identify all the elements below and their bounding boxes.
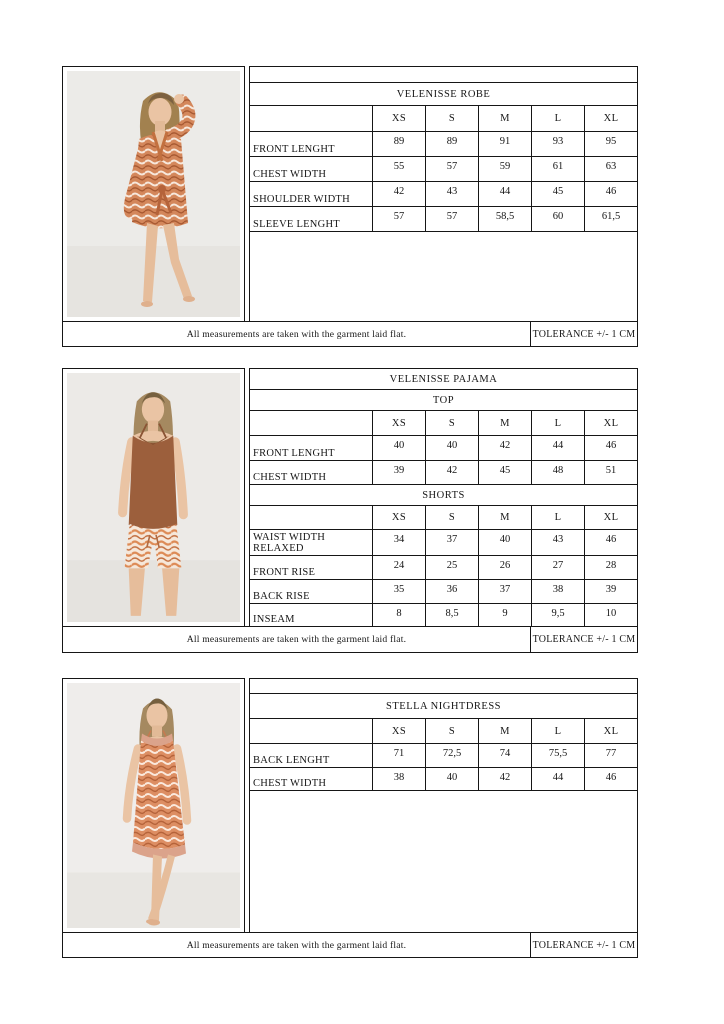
footer-note: All measurements are taken with the garment laid flat. (186, 939, 407, 951)
measurement-value: 95 (585, 132, 638, 157)
measurement-value: 26 (479, 556, 532, 580)
measurement-label: WAIST WIDTH RELAXED (250, 530, 373, 556)
table-title: STELLA NIGHTDRESS (250, 694, 638, 719)
measurement-value: 36 (426, 580, 479, 604)
footer-note: All measurements are taken with the garment laid flat. (186, 328, 407, 340)
measurement-value: 40 (426, 436, 479, 461)
measurement-value: 43 (532, 530, 585, 556)
measurement-value: 44 (479, 182, 532, 207)
size-header-empty (250, 719, 373, 744)
measurement-value: 42 (373, 182, 426, 207)
tolerance-note: TOLERANCE +/- 1 CM (530, 627, 637, 652)
table-row (250, 530, 638, 556)
size-column-header: XL (585, 719, 638, 744)
measurement-value: 28 (585, 556, 638, 580)
measurement-label: CHEST WIDTH (250, 157, 373, 182)
measurement-value: 89 (373, 132, 426, 157)
tolerance-note: TOLERANCE +/- 1 CM (530, 322, 637, 346)
size-header-row (250, 106, 638, 132)
measurement-value: 57 (426, 157, 479, 182)
measurement-label: BACK LENGHT (250, 744, 373, 768)
measurement-value: 38 (373, 768, 426, 791)
measurement-value: 58,5 (479, 207, 532, 232)
model-photo-robe (67, 71, 240, 317)
measurement-value: 46 (585, 182, 638, 207)
footer-bar (62, 626, 638, 653)
empty-fill-row (250, 232, 638, 322)
measurement-value: 59 (479, 157, 532, 182)
model-pajama-illustration (67, 373, 240, 622)
measurement-value: 61,5 (585, 207, 638, 232)
spacer-row (250, 67, 638, 83)
size-column-header: XL (585, 411, 638, 436)
measurement-value: 27 (532, 556, 585, 580)
measurement-value: 46 (585, 436, 638, 461)
measurement-label: INSEAM (250, 604, 373, 627)
size-table-stella-nightdress (249, 678, 638, 933)
table-row (250, 207, 638, 232)
measurement-value: 71 (373, 744, 426, 768)
footer-note: All measurements are taken with the garment laid flat. (186, 634, 407, 645)
measurement-label: FRONT RISE (250, 556, 373, 580)
measurement-label: CHEST WIDTH (250, 461, 373, 485)
measurement-value: 42 (479, 768, 532, 791)
table-row (250, 157, 638, 182)
measurement-value: 40 (373, 436, 426, 461)
measurement-value: 77 (585, 744, 638, 768)
measurement-value: 35 (373, 580, 426, 604)
measurement-value: 43 (426, 182, 479, 207)
table-row (250, 744, 638, 768)
photo-velenisse-pajama (62, 368, 245, 627)
measurement-label: FRONT LENGHT (250, 436, 373, 461)
model-photo-nightdress (67, 683, 240, 928)
photo-stella-nightdress (62, 678, 245, 933)
spacer-row (250, 679, 638, 694)
measurement-label: SLEEVE LENGHT (250, 207, 373, 232)
section-stella-nightdress (62, 678, 638, 958)
measurement-label: FRONT LENGHT (250, 132, 373, 157)
empty-fill-row (250, 791, 638, 933)
tolerance-note: TOLERANCE +/- 1 CM (530, 933, 637, 957)
measurement-value: 46 (585, 768, 638, 791)
measurement-value: 45 (532, 182, 585, 207)
table-row (250, 604, 638, 627)
table-row (250, 132, 638, 157)
measurement-label: SHOULDER WIDTH (250, 182, 373, 207)
measurement-value: 8,5 (426, 604, 479, 627)
measurement-value: 39 (585, 580, 638, 604)
table-row (250, 461, 638, 485)
measurement-value: 93 (532, 132, 585, 157)
table-title: VELENISSE ROBE (250, 83, 638, 106)
size-column-header: L (532, 106, 585, 132)
measurement-value: 72,5 (426, 744, 479, 768)
table-row (250, 768, 638, 791)
size-column-header: S (426, 411, 479, 436)
table-title-row (250, 694, 638, 719)
measurement-value: 57 (373, 207, 426, 232)
measurement-value: 91 (479, 132, 532, 157)
measurement-value: 42 (479, 436, 532, 461)
table-row (250, 580, 638, 604)
size-column-header: L (532, 506, 585, 530)
measurement-value: 89 (426, 132, 479, 157)
measurement-label: CHEST WIDTH (250, 768, 373, 791)
measurement-value: 9,5 (532, 604, 585, 627)
measurement-value: 37 (479, 580, 532, 604)
table-row (250, 436, 638, 461)
table-title: VELENISSE PAJAMA (250, 369, 638, 390)
size-header-row (250, 719, 638, 744)
size-column-header: M (479, 719, 532, 744)
measurement-value: 9 (479, 604, 532, 627)
size-header-empty (250, 411, 373, 436)
measurement-value: 37 (426, 530, 479, 556)
measurement-value: 25 (426, 556, 479, 580)
measurement-value: 8 (373, 604, 426, 627)
measurement-value: 46 (585, 530, 638, 556)
size-column-header: M (479, 411, 532, 436)
measurement-value: 48 (532, 461, 585, 485)
footer-bar (62, 932, 638, 958)
size-header-empty (250, 106, 373, 132)
size-header-empty (250, 506, 373, 530)
measurement-label: BACK RISE (250, 580, 373, 604)
section-velenisse-robe (62, 66, 638, 347)
size-column-header: S (426, 106, 479, 132)
measurement-value: 34 (373, 530, 426, 556)
measurement-value: 42 (426, 461, 479, 485)
size-header-row (250, 411, 638, 436)
measurement-value: 60 (532, 207, 585, 232)
measurement-value: 45 (479, 461, 532, 485)
table-row (250, 182, 638, 207)
measurement-value: 40 (426, 768, 479, 791)
measurement-value: 74 (479, 744, 532, 768)
subsection-header-shorts (250, 485, 638, 506)
measurement-value: 40 (479, 530, 532, 556)
subsection-header-top (250, 390, 638, 411)
size-column-header: M (479, 506, 532, 530)
measurement-value: 51 (585, 461, 638, 485)
size-column-header: M (479, 106, 532, 132)
size-column-header: XS (373, 506, 426, 530)
section-velenisse-pajama (62, 368, 638, 653)
subsection-title: SHORTS (250, 485, 638, 506)
size-column-header: XS (373, 719, 426, 744)
model-photo-pajama (67, 373, 240, 622)
measurement-value: 44 (532, 436, 585, 461)
measurement-value: 61 (532, 157, 585, 182)
measurement-value: 10 (585, 604, 638, 627)
measurement-value: 24 (373, 556, 426, 580)
size-header-row (250, 506, 638, 530)
size-column-header: XL (585, 106, 638, 132)
size-column-header: S (426, 506, 479, 530)
measurement-value: 39 (373, 461, 426, 485)
measurement-value: 57 (426, 207, 479, 232)
measurement-value: 55 (373, 157, 426, 182)
measurement-value: 38 (532, 580, 585, 604)
photo-velenisse-robe (62, 66, 245, 322)
footer-bar (62, 321, 638, 347)
table-row (250, 556, 638, 580)
size-column-header: XS (373, 411, 426, 436)
measurement-value: 44 (532, 768, 585, 791)
model-nightdress-illustration (67, 683, 240, 928)
measurement-value: 75,5 (532, 744, 585, 768)
model-robe-illustration (67, 71, 240, 317)
size-column-header: L (532, 411, 585, 436)
size-column-header: L (532, 719, 585, 744)
subsection-title: TOP (250, 390, 638, 411)
table-title-row (250, 369, 638, 390)
size-column-header: S (426, 719, 479, 744)
table-title-row (250, 83, 638, 106)
size-table-velenisse-robe (249, 66, 638, 322)
size-table-velenisse-pajama (249, 368, 638, 627)
measurement-value: 63 (585, 157, 638, 182)
size-column-header: XS (373, 106, 426, 132)
size-column-header: XL (585, 506, 638, 530)
